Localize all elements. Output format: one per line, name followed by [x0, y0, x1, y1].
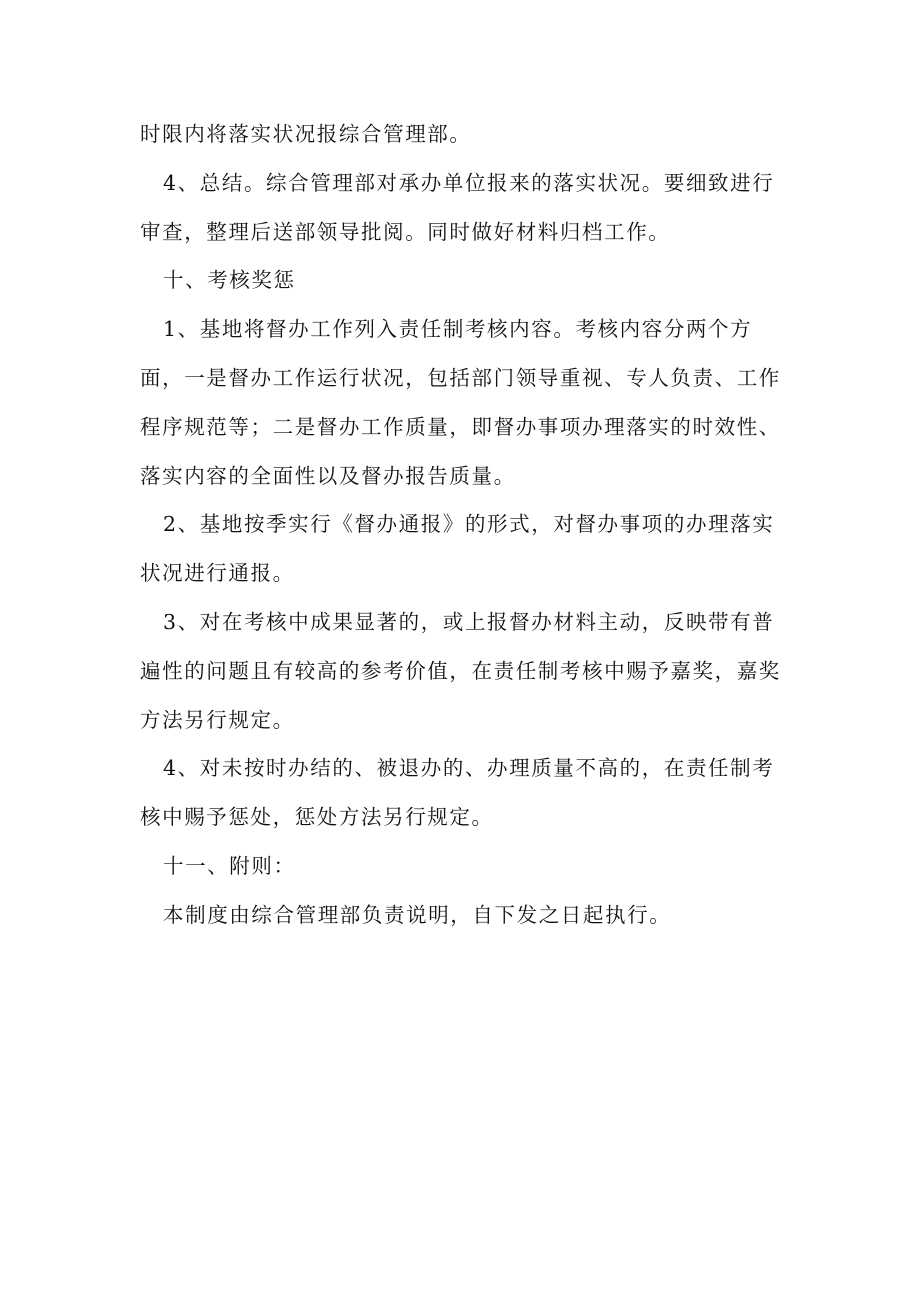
section-heading-assessment: 十、考核奖惩 — [163, 268, 296, 293]
document-body — [140, 110, 785, 940]
paragraph-effective-date: 本制度由综合管理部负责说明，自下发之日起执行。 — [163, 902, 672, 927]
section-heading-supplementary: 十一、附则： — [163, 853, 296, 878]
paragraph-rewards: 3、对在考核中成果显著的，或上报督办材料主动，反映带有普遍性的问题且有较高的参考价值，在责任制考核中赐予嘉奖，嘉奖方法另行规定。 — [140, 609, 781, 732]
paragraph-quarterly-notice: 2、基地按季实行《督办通报》的形式，对督办事项的办理落实状况进行通报。 — [140, 512, 775, 586]
paragraph-continuation: 时限内将落实状况报综合管理部。 — [140, 122, 472, 146]
paragraph-summary: 4、总结。综合管理部对承办单位报来的落实状况。要细致进行审查，整理后送部领导批阅。同时做好材料归档工作。 — [140, 170, 775, 244]
paragraph-assessment-content: 1、基地将督办工作列入责任制考核内容。考核内容分两个方面，一是督办工作运行状况，包括部门领导重视、专人负责、工作程序规范等；二是督办工作质量，即督办事项办理落实的时效性、落实内容的全面性以及督办报告质量。 — [140, 317, 781, 488]
paragraph-penalties: 4、对未按时办结的、被退办的、办理质量不高的，在责任制考核中赐予惩处，惩处方法另行规定。 — [140, 756, 775, 830]
